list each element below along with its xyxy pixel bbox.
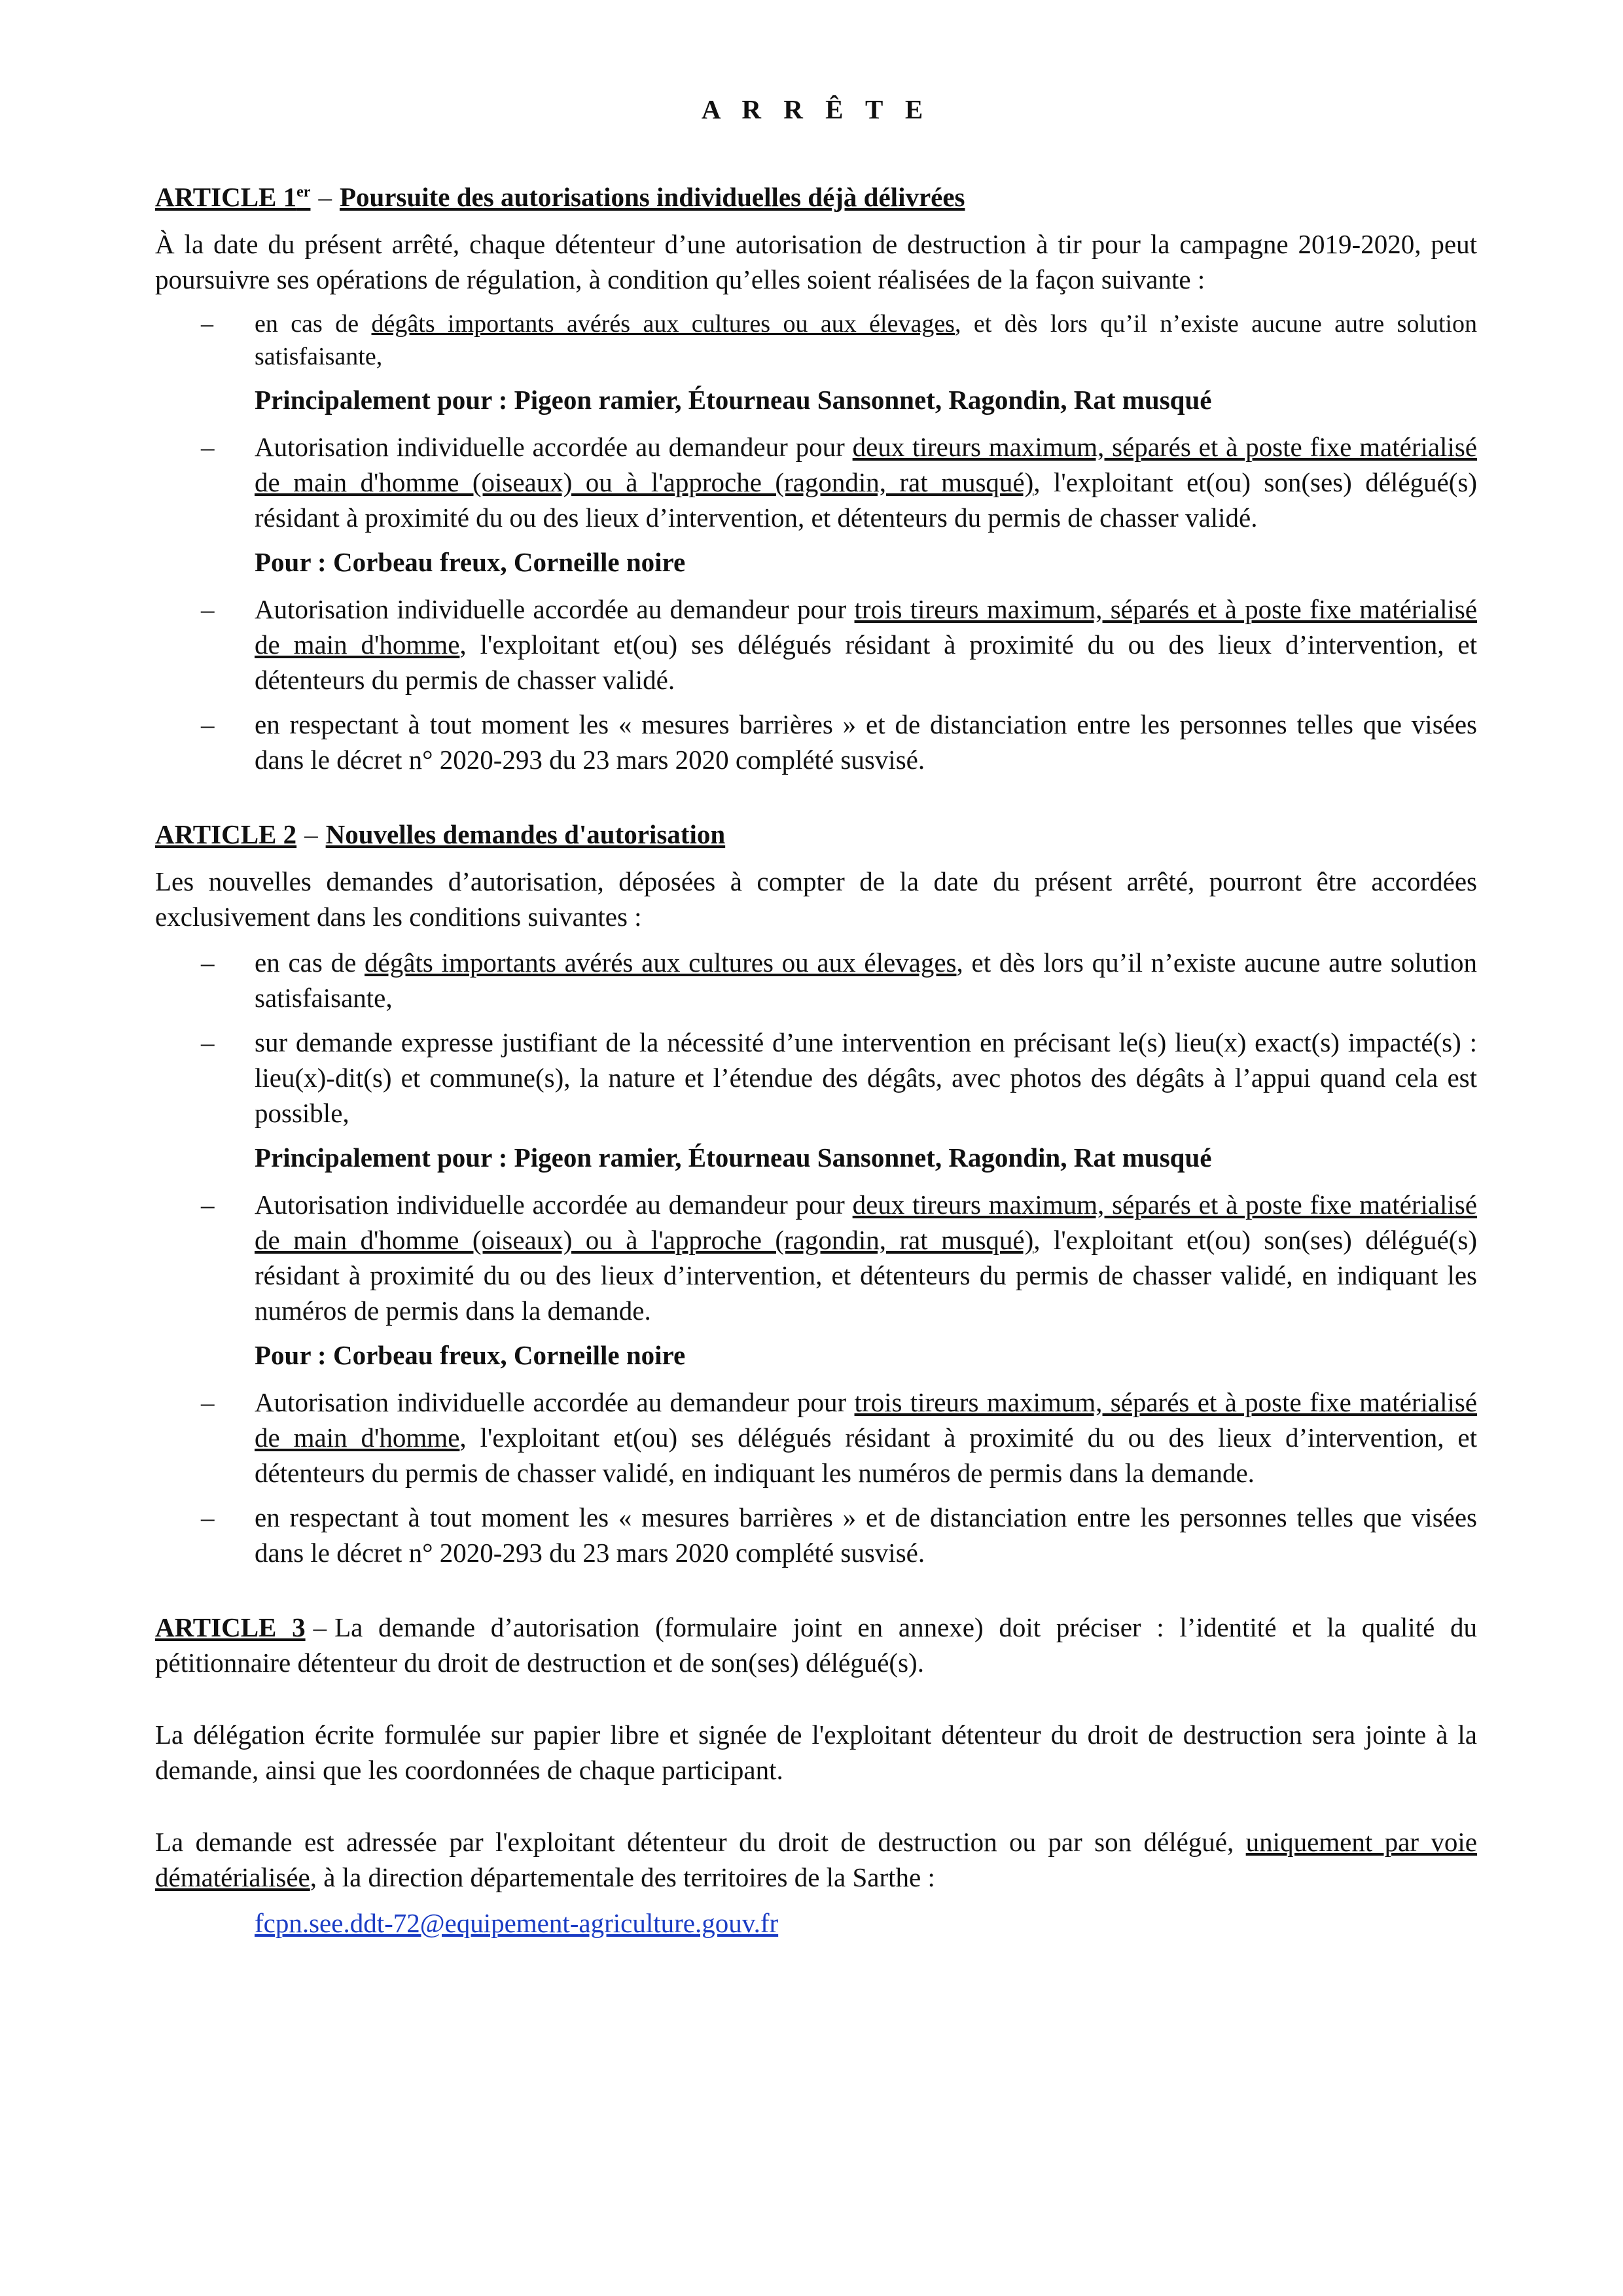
bullet-dash: – [201,594,215,624]
list-item: – Autorisation individuelle accordée au demandeur pour trois tireurs maximum, séparés et à poste fixe matérialisé de main d'homme, l'exploitant et(ou) ses délégués résidant à proximité du ou des lieux d’intervention, et détenteurs du permis de chasser validé, en indiquant les numéros de permis dans la demande. [155,1385,1477,1491]
article-2-label: ARTICLE 2 [155,819,297,849]
bullet-dash: – [201,310,213,338]
article-2-list [155,945,1477,1131]
article-3-label: ARTICLE 3 [155,1612,306,1642]
bullet-dash: – [201,1502,215,1532]
article-2 [155,817,1477,1570]
article-1-intro: À la date du présent arrêté, chaque détenteur d’une autorisation de destruction à tir pour la campagne 2019-2020, peut poursuivre ses opérations de régulation, à condition qu’elles soient réalisées de la façon suivante : [155,229,1477,294]
email-link[interactable]: fcpn.see.ddt-72@equipement-agriculture.gouv.fr [255,1908,779,1938]
bullet-dash: – [201,709,215,739]
heading-dash: – [304,819,318,849]
article-2-intro: Les nouvelles demandes d’autorisation, déposées à compter de la date du présent arrêté, pourront être accordées exclusivement dans les conditions suivantes : [155,866,1477,932]
list-item: – Autorisation individuelle accordée au demandeur pour trois tireurs maximum, séparés et à poste fixe matérialisé de main d'homme, l'exploitant et(ou) ses délégués résidant à proximité du ou des lieux d’intervention, et détenteurs du permis de chasser validé. [155,592,1477,698]
list-item: – Autorisation individuelle accordée au demandeur pour deux tireurs maximum, séparés et à poste fixe matérialisé de main d'homme (oiseaux) ou à l'approche (ragondin, rat musqué), l'exploitant et(ou) son(ses) délégué(s) résidant à proximité du ou des lieux d’intervention, et détenteurs du permis de chasser validé. [155,429,1477,535]
document-page [155,92,1477,1980]
heading-dash: – [318,182,332,212]
article-1-title: Poursuite des autorisations individuelles déjà délivrées [339,182,965,212]
article-1 [155,179,1477,777]
list-item: – en respectant à tout moment les « mesures barrières » et de distanciation entre les personnes telles que visées dans le décret n° 2020-293 du 23 mars 2020 complété susvisé. [155,707,1477,777]
bullet-dash: – [201,1190,215,1220]
article-3-delegation: La délégation écrite formulée sur papier libre et signée de l'exploitant détenteur du droit de destruction sera jointe à la demande, ainsi que les coordonnées de chaque participant. [155,1720,1477,1785]
article-3 [155,1610,1477,1941]
article-3-text: ARTICLE 3 – La demande d’autorisation (formulaire joint en annexe) doit préciser : l’identité et la qualité du pétitionnaire détenteur du droit de destruction et de son(ses) délégué(s). [155,1612,1477,1678]
species-heading: Principalement pour : Pigeon ramier, Étourneau Sansonnet, Ragondin, Rat musqué [255,385,1212,415]
article-1-label: ARTICLE 1er [155,182,311,212]
list-item: – sur demande expresse justifiant de la nécessité d’une intervention en précisant le(s) lieu(x) exact(s) impacté(s) : lieu(x)-dit(s) et commune(s), la nature et l’étendue des dégâts, avec photos des dégâts à l’appui quand cela est possible, [155,1025,1477,1131]
article-3-submission: La demande est adressée par l'exploitant détenteur du droit de destruction ou par son délégué, uniquement par voie dématérialisée, à la direction départementale des territoires de la Sarthe : [155,1827,1477,1892]
article-1-heading [155,179,1477,215]
bullet-dash: – [201,947,215,978]
document-title: A R R Ê T E [701,94,931,124]
list-item: – en respectant à tout moment les « mesures barrières » et de distanciation entre les personnes telles que visées dans le décret n° 2020-293 du 23 mars 2020 complété susvisé. [155,1500,1477,1570]
bullet-dash: – [201,1387,215,1417]
species-heading: Pour : Corbeau freux, Corneille noire [255,1340,686,1370]
heading-dash: – [313,1612,327,1642]
article-2-heading [155,817,1477,852]
list-item: – en cas de dégâts importants avérés aux cultures ou aux élevages, et dès lors qu’il n’existe aucune autre solution satisfaisante, [155,308,1477,373]
bullet-dash: – [201,1027,215,1057]
bullet-dash: – [201,432,215,462]
species-heading: Pour : Corbeau freux, Corneille noire [255,547,686,577]
species-heading: Principalement pour : Pigeon ramier, Étourneau Sansonnet, Ragondin, Rat musqué [255,1142,1212,1173]
list-item: – Autorisation individuelle accordée au demandeur pour deux tireurs maximum, séparés et à poste fixe matérialisé de main d'homme (oiseaux) ou à l'approche (ragondin, rat musqué), l'exploitant et(ou) son(ses) délégué(s) résidant à proximité du ou des lieux d’intervention, et détenteurs du permis de chasser validé, en indiquant les numéros de permis dans la demande. [155,1187,1477,1328]
list-item: – en cas de dégâts importants avérés aux cultures ou aux élevages, et dès lors qu’il n’existe aucune autre solution satisfaisante, [155,945,1477,1016]
article-1-list [155,308,1477,373]
article-2-title: Nouvelles demandes d'autorisation [325,819,726,849]
